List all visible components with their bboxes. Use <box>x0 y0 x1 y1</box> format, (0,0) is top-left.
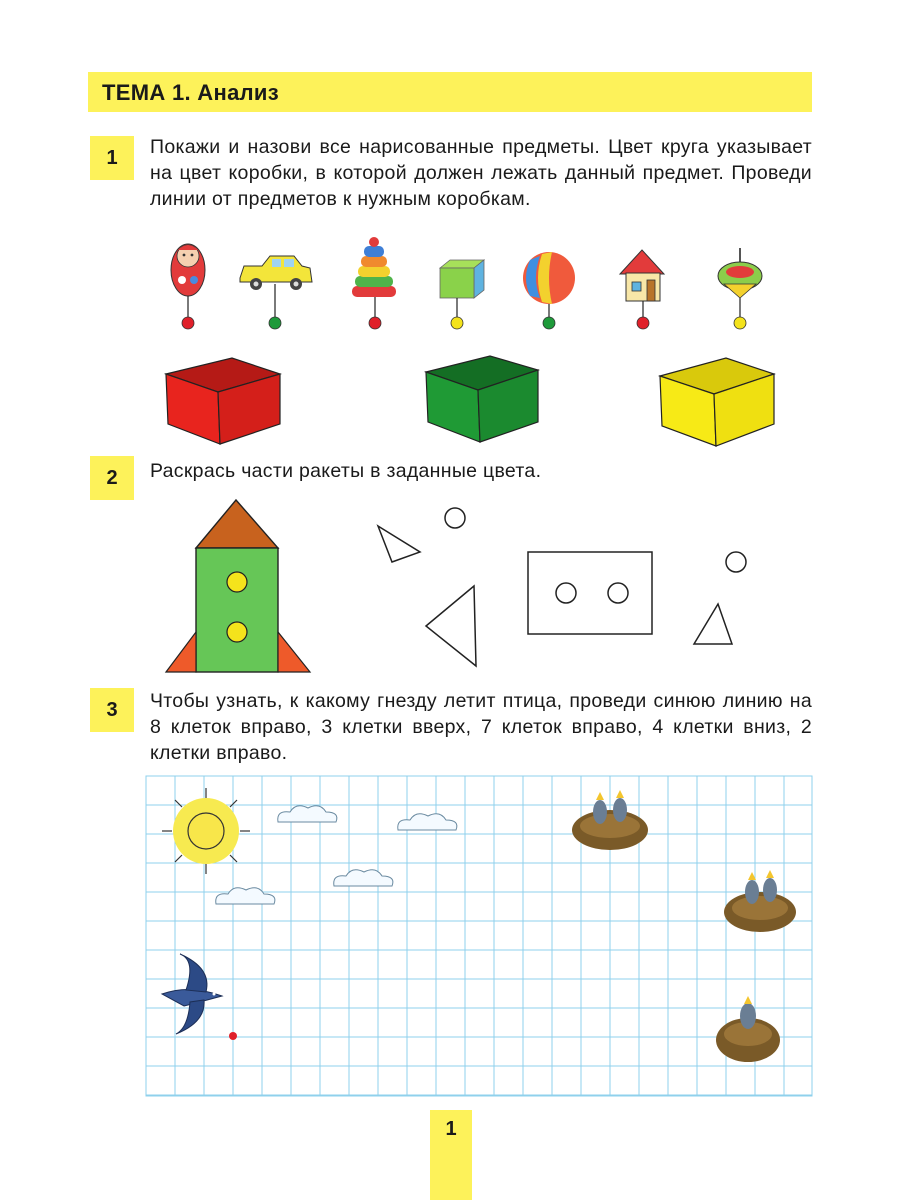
toy-car-icon[interactable] <box>240 256 312 318</box>
topic-title: ТЕМА 1. Анализ <box>102 80 279 105</box>
task-1-text: Покажи и назови все нарисованные предметы. Цвет круга указывает на цвет коробки, в которой должен лежать данный предмет. Проведи линии от предметов к нужным коробкам. <box>150 136 812 210</box>
task-3-number: 3 <box>90 688 134 732</box>
color-dots <box>182 317 746 329</box>
part-triangle-small <box>378 526 420 562</box>
part-triangle-right <box>694 604 732 644</box>
page-number-tab <box>430 1110 472 1200</box>
green-box[interactable] <box>426 356 538 442</box>
task-2-number: 2 <box>90 456 134 500</box>
task-3-text: Чтобы узнать, к какому гнезду летит птица, проведи синюю линию на 8 клеток вправо, 3 клетки вверх, 7 клеток вправо, 4 клетки вниз, 2 клетки вправо. <box>150 690 812 764</box>
part-circle-1 <box>445 508 465 528</box>
item-dot-5 <box>543 317 555 329</box>
spinning-top-icon[interactable] <box>718 248 762 318</box>
item-dot-4 <box>451 317 463 329</box>
rocket-parts-outline[interactable] <box>378 508 746 666</box>
part-window-2 <box>608 583 628 603</box>
part-circle-2 <box>726 552 746 572</box>
task-1-number: 1 <box>90 136 134 180</box>
start-point[interactable] <box>229 1032 237 1040</box>
squared-grid[interactable] <box>146 776 812 1096</box>
ball-icon[interactable] <box>523 252 575 318</box>
pyramid-icon[interactable] <box>352 237 396 318</box>
part-triangle-large <box>426 586 476 666</box>
item-dot-3 <box>369 317 381 329</box>
cube-icon[interactable] <box>440 260 484 318</box>
item-dot-7 <box>734 317 746 329</box>
rocket-colored <box>166 500 310 672</box>
item-dot-1 <box>182 317 194 329</box>
house-icon[interactable] <box>620 250 664 318</box>
task-2-text: Раскрась части ракеты в заданные цвета. <box>150 460 542 482</box>
item-dot-6 <box>637 317 649 329</box>
matryoshka-icon[interactable] <box>171 244 205 318</box>
red-box[interactable] <box>166 358 280 444</box>
item-dot-2 <box>269 317 281 329</box>
part-body-rectangle <box>528 552 652 634</box>
sun-icon <box>162 788 250 874</box>
part-window-1 <box>556 583 576 603</box>
page-number: 1 <box>445 1118 457 1140</box>
yellow-box[interactable] <box>660 358 774 446</box>
